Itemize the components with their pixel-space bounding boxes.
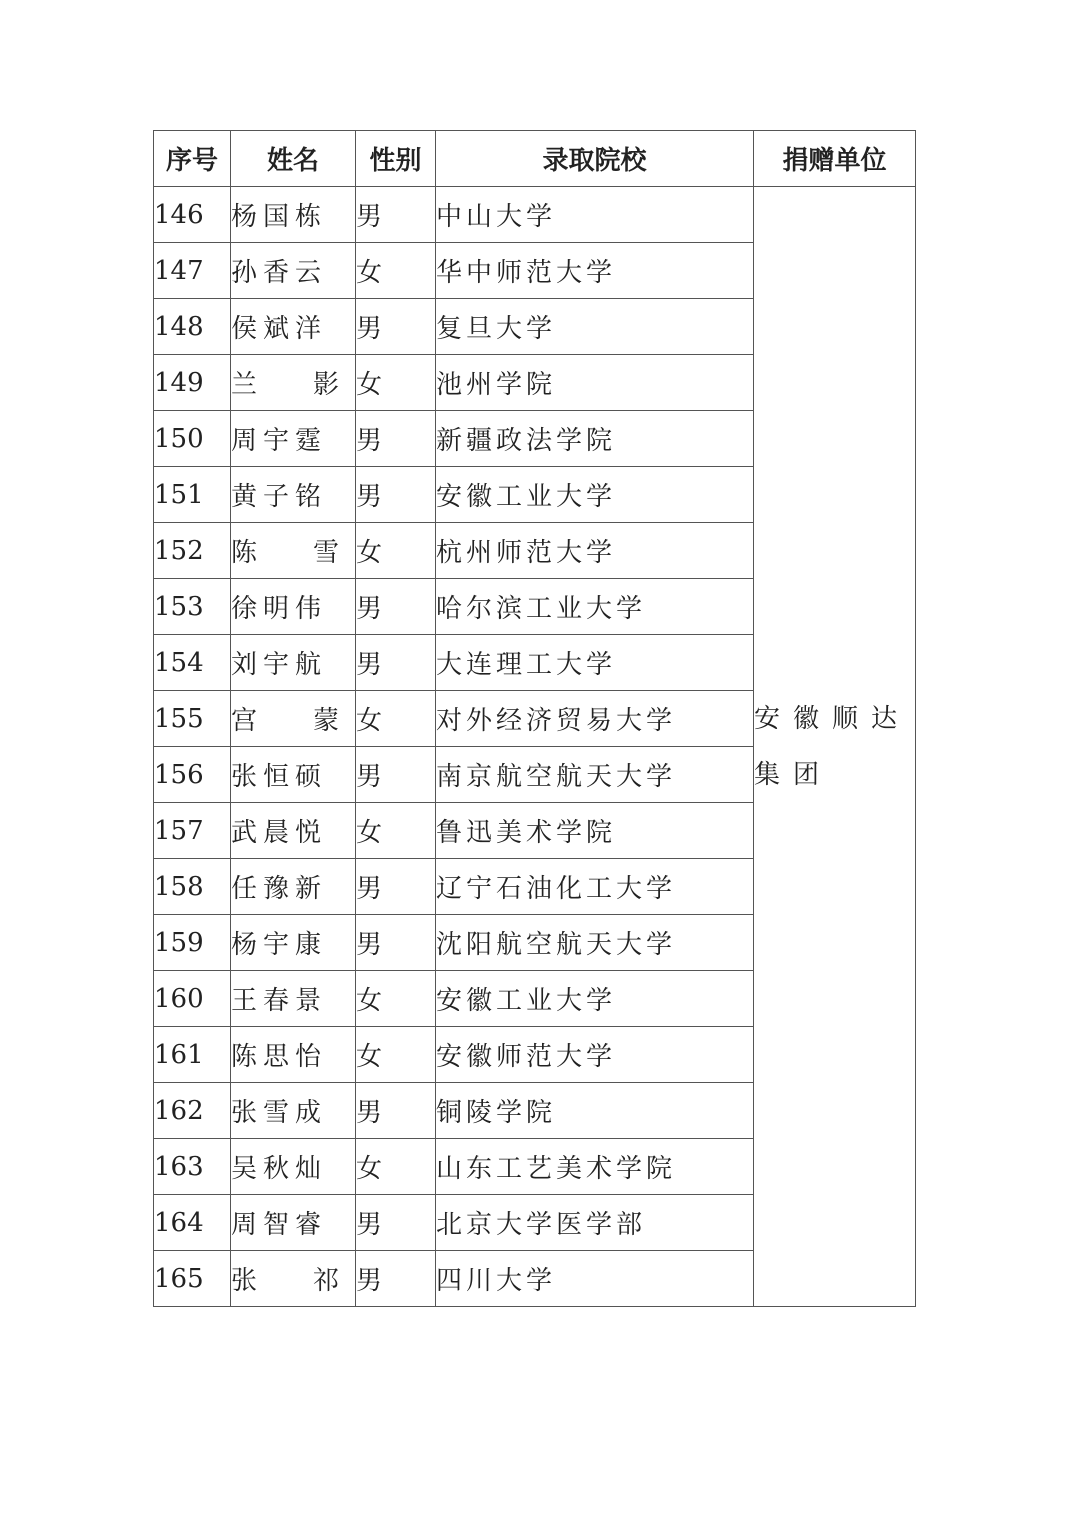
row-number: 150 [154,411,231,467]
student-gender: 女 [356,523,436,579]
header-gender: 性别 [356,131,436,187]
student-gender: 男 [356,187,436,243]
row-number: 151 [154,467,231,523]
header-donor: 捐赠单位 [754,131,916,187]
student-name: 张 祁 [231,1251,356,1307]
student-name: 张雪成 [231,1083,356,1139]
student-name: 张恒硕 [231,747,356,803]
row-number: 164 [154,1195,231,1251]
student-name: 刘宇航 [231,635,356,691]
admitted-school: 安徽工业大学 [436,971,754,1027]
admitted-school: 安徽工业大学 [436,467,754,523]
student-gender: 男 [356,915,436,971]
student-name: 杨宇康 [231,915,356,971]
table-row [154,187,916,243]
row-number: 158 [154,859,231,915]
student-gender: 女 [356,971,436,1027]
admitted-school: 华中师范大学 [436,243,754,299]
admitted-school: 杭州师范大学 [436,523,754,579]
student-gender: 女 [356,803,436,859]
admitted-school: 池州学院 [436,355,754,411]
student-gender: 男 [356,635,436,691]
student-gender: 男 [356,747,436,803]
admission-roster-table [153,130,916,1307]
student-name: 陈思怡 [231,1027,356,1083]
student-name: 任豫新 [231,859,356,915]
header-row [154,131,916,187]
row-number: 154 [154,635,231,691]
admitted-school: 鲁迅美术学院 [436,803,754,859]
student-gender: 男 [356,1195,436,1251]
header-name: 姓名 [231,131,356,187]
student-name: 王春景 [231,971,356,1027]
admitted-school: 大连理工大学 [436,635,754,691]
student-name: 黄子铭 [231,467,356,523]
admitted-school: 哈尔滨工业大学 [436,579,754,635]
student-name: 周宇霆 [231,411,356,467]
student-gender: 女 [356,355,436,411]
student-gender: 男 [356,1251,436,1307]
admitted-school: 铜陵学院 [436,1083,754,1139]
row-number: 161 [154,1027,231,1083]
student-gender: 女 [356,691,436,747]
student-gender: 男 [356,299,436,355]
student-name: 杨国栋 [231,187,356,243]
student-gender: 男 [356,1083,436,1139]
admitted-school: 对外经济贸易大学 [436,691,754,747]
admitted-school: 复旦大学 [436,299,754,355]
student-name: 周智睿 [231,1195,356,1251]
admitted-school: 山东工艺美术学院 [436,1139,754,1195]
row-number: 162 [154,1083,231,1139]
row-number: 152 [154,523,231,579]
row-number: 160 [154,971,231,1027]
student-name: 宫 蒙 [231,691,356,747]
row-number: 149 [154,355,231,411]
admitted-school: 中山大学 [436,187,754,243]
student-gender: 女 [356,1027,436,1083]
row-number: 157 [154,803,231,859]
row-number: 146 [154,187,231,243]
header-school: 录取院校 [436,131,754,187]
student-name: 徐明伟 [231,579,356,635]
row-number: 165 [154,1251,231,1307]
row-number: 153 [154,579,231,635]
student-gender: 男 [356,411,436,467]
donor-unit: 安徽顺达集团 [754,187,916,1307]
row-number: 148 [154,299,231,355]
student-name: 陈 雪 [231,523,356,579]
row-number: 155 [154,691,231,747]
student-name: 侯斌洋 [231,299,356,355]
header-number: 序号 [154,131,231,187]
row-number: 163 [154,1139,231,1195]
admitted-school: 南京航空航天大学 [436,747,754,803]
student-gender: 男 [356,579,436,635]
student-gender: 女 [356,1139,436,1195]
admitted-school: 辽宁石油化工大学 [436,859,754,915]
student-gender: 女 [356,243,436,299]
student-gender: 男 [356,467,436,523]
student-name: 兰 影 [231,355,356,411]
student-name: 孙香云 [231,243,356,299]
admitted-school: 新疆政法学院 [436,411,754,467]
student-name: 武晨悦 [231,803,356,859]
student-name: 吴秋灿 [231,1139,356,1195]
admitted-school: 安徽师范大学 [436,1027,754,1083]
row-number: 147 [154,243,231,299]
admitted-school: 四川大学 [436,1251,754,1307]
student-gender: 男 [356,859,436,915]
admitted-school: 沈阳航空航天大学 [436,915,754,971]
admitted-school: 北京大学医学部 [436,1195,754,1251]
row-number: 159 [154,915,231,971]
row-number: 156 [154,747,231,803]
